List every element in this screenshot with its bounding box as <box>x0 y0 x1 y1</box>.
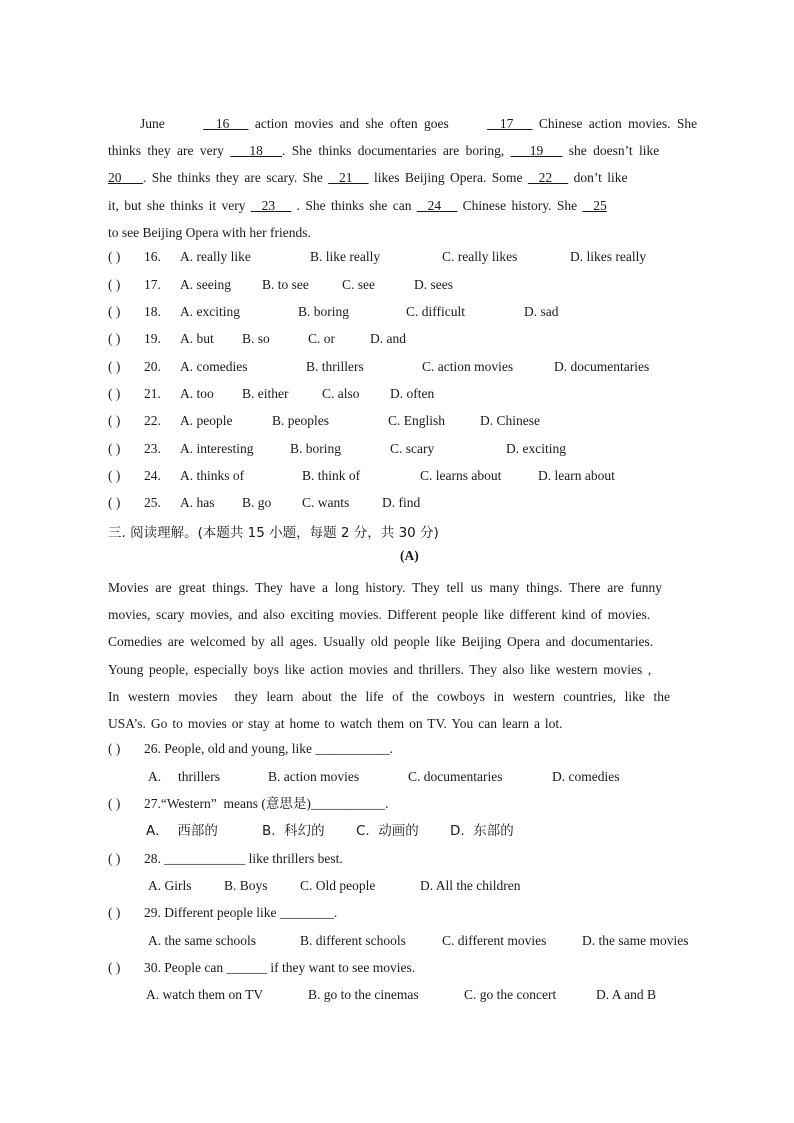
answer-bracket[interactable]: ( ) <box>108 413 121 428</box>
blank-23: 23 <box>261 197 276 213</box>
option-d: D. find <box>382 495 421 510</box>
blank-19: 19 <box>529 143 544 159</box>
cloze-passage <box>108 110 720 246</box>
option-a: A. watch them on TV <box>146 987 264 1002</box>
answer-bracket[interactable]: ( ) <box>108 441 121 456</box>
text: likes Beijing Opera. Some <box>373 170 523 186</box>
passage-line <box>108 110 720 137</box>
option-b: B. think of <box>302 468 361 483</box>
option-d: D. exciting <box>506 441 566 456</box>
blank-20: 20 <box>108 170 122 186</box>
option-a: A. but <box>180 331 214 346</box>
option-c: C. scary <box>390 441 435 456</box>
option-c: C. really likes <box>442 249 518 264</box>
text: don’t like <box>573 170 628 186</box>
blank-16: 16 <box>215 116 230 131</box>
blank-25: 25 <box>593 197 607 213</box>
option-a: A. the same schools <box>148 933 256 948</box>
text: action movies and she often goes <box>254 116 449 131</box>
text: it, but she thinks it very <box>108 197 246 213</box>
text: she doesn’t like <box>568 143 660 159</box>
blank-24: 24 <box>427 197 442 213</box>
question-number: 21. <box>144 386 161 401</box>
option-d: D. learn about <box>538 468 615 483</box>
text: . She thinks they are scary. She <box>143 170 323 186</box>
passage-line <box>108 137 720 164</box>
option-b: B. like really <box>310 249 381 264</box>
option-c: C. learns about <box>420 468 502 483</box>
question-number: 20. <box>144 359 161 374</box>
question-number: 19. <box>144 331 161 346</box>
option-d: D. often <box>390 386 435 401</box>
answer-bracket[interactable]: ( ) <box>108 386 121 401</box>
option-b: B. peoples <box>272 413 329 428</box>
answer-bracket[interactable]: ( ) <box>108 960 121 975</box>
answer-bracket[interactable]: ( ) <box>108 851 121 866</box>
option-a: A. people <box>180 413 233 428</box>
passage-line: Young people, especially boys like action movies and thrillers. They also like western movies , <box>108 661 652 677</box>
blank-18: 18 <box>249 143 263 159</box>
option-b: B. 科幻的 <box>262 823 325 839</box>
option-b: B. go to the cinemas <box>308 987 419 1002</box>
reading-passage <box>108 574 720 737</box>
option-b: B. boring <box>290 441 342 456</box>
option-a: A. comedies <box>180 359 248 374</box>
option-c: C. English <box>388 413 446 428</box>
option-b: B. either <box>242 386 289 401</box>
option-a: A. too <box>180 386 214 401</box>
option-a: A. interesting <box>180 441 254 456</box>
passage-line: to see Beijing Opera with her friends. <box>108 224 311 240</box>
answer-bracket[interactable]: ( ) <box>108 359 121 374</box>
option-c: C. also <box>322 386 360 401</box>
option-a: A. really like <box>180 249 251 264</box>
option-a: A． 西部的 <box>146 823 218 839</box>
blank-21: 21 <box>338 170 353 186</box>
option-b: B. to see <box>262 277 309 292</box>
passage-line <box>108 164 720 191</box>
option-d: D. documentaries <box>554 359 650 374</box>
question-number: 16. <box>144 249 161 264</box>
text: Chinese action movies. She <box>538 116 698 131</box>
option-c: C. or <box>308 331 335 346</box>
option-b: B. thrillers <box>306 359 364 374</box>
option-c: C. documentaries <box>408 769 503 784</box>
section-heading: 三. 阅读理解。(本题共 15 小题，每题 2 分，共 30 分) <box>108 525 439 541</box>
blank-22: 22 <box>538 170 553 186</box>
option-b: B. so <box>242 331 270 346</box>
passage-line: In western movies they learn about the life of the cowboys in western countries, like the <box>108 688 670 704</box>
option-b: B. boring <box>298 304 350 319</box>
answer-bracket[interactable]: ( ) <box>108 495 121 510</box>
option-d: D. the same movies <box>582 933 689 948</box>
text: . She thinks documentaries are boring, <box>281 143 505 159</box>
option-c: C. wants <box>302 495 350 510</box>
question-number: 22. <box>144 413 161 428</box>
passage-line: USA’s. Go to movies or stay at home to watch them on TV. You can learn a lot. <box>108 716 563 732</box>
answer-bracket[interactable]: ( ) <box>108 741 121 756</box>
question-stem: 30. People can ______ if they want to see movies. <box>144 960 416 975</box>
blank-17: 17 <box>499 116 514 131</box>
option-b: B. action movies <box>268 769 360 784</box>
option-b: B. different schools <box>300 933 406 948</box>
option-a: A. seeing <box>180 277 231 292</box>
option-c: C. go the concert <box>464 987 557 1002</box>
option-a: A. has <box>180 495 215 510</box>
question-number: 25. <box>144 495 161 510</box>
option-c: C. action movies <box>422 359 514 374</box>
passage-line: movies, scary movies, and also exciting movies. Different people like different kind of movies. <box>108 607 651 623</box>
answer-bracket[interactable]: ( ) <box>108 468 121 483</box>
option-a: A. exciting <box>180 304 240 319</box>
text: She <box>556 197 578 213</box>
option-c: C. 动画的 <box>356 823 419 839</box>
passage-line <box>108 192 720 219</box>
option-a: A. thinks of <box>180 468 245 483</box>
option-d: D. likes really <box>570 249 647 264</box>
answer-bracket[interactable]: ( ) <box>108 796 121 811</box>
option-d: D. 东部的 <box>450 823 514 839</box>
question-number: 24. <box>144 468 161 483</box>
answer-bracket[interactable]: ( ) <box>108 249 121 264</box>
option-d: D. sad <box>524 304 559 319</box>
text: June <box>140 116 165 131</box>
option-d: D. A and B <box>596 987 657 1002</box>
option-b: B. go <box>242 495 272 510</box>
passage-line: Comedies are welcomed by all ages. Usually old people like Beijing Opera and documentaries. <box>108 634 654 650</box>
option-a: A. thrillers <box>148 769 220 784</box>
text: thinks they are very <box>108 143 224 159</box>
option-c: C. Old people <box>300 878 376 893</box>
option-d: D. sees <box>414 277 453 292</box>
option-c: C. see <box>342 277 375 292</box>
question-number: 18. <box>144 304 161 319</box>
question-stem: 26. People, old and young, like ___________. <box>144 741 393 756</box>
part-label: (A) <box>400 548 419 563</box>
option-d: D. All the children <box>420 878 521 893</box>
option-d: D. Chinese <box>480 413 540 428</box>
option-b: B. Boys <box>224 878 268 893</box>
text: Chinese history. <box>462 197 552 213</box>
question-number: 23. <box>144 441 161 456</box>
passage-line: Movies are great things. They have a long history. They tell us many things. There are funny <box>108 580 663 595</box>
option-c: C. difficult <box>406 304 465 319</box>
option-d: D. comedies <box>552 769 620 784</box>
question-stem: 28. ____________ like thrillers best. <box>144 851 343 866</box>
answer-bracket[interactable]: ( ) <box>108 905 121 920</box>
answer-bracket[interactable]: ( ) <box>108 331 121 346</box>
question-stem: 29. Different people like ________. <box>144 905 338 920</box>
question-number: 17. <box>144 277 161 292</box>
option-d: D. and <box>370 331 406 346</box>
option-a: A. Girls <box>148 878 192 893</box>
text: . She thinks she can <box>296 197 412 213</box>
option-c: C. different movies <box>442 933 547 948</box>
answer-bracket[interactable]: ( ) <box>108 304 121 319</box>
question-stem: 27.“Western” means (意思是)___________. <box>144 796 389 811</box>
answer-bracket[interactable]: ( ) <box>108 277 121 292</box>
